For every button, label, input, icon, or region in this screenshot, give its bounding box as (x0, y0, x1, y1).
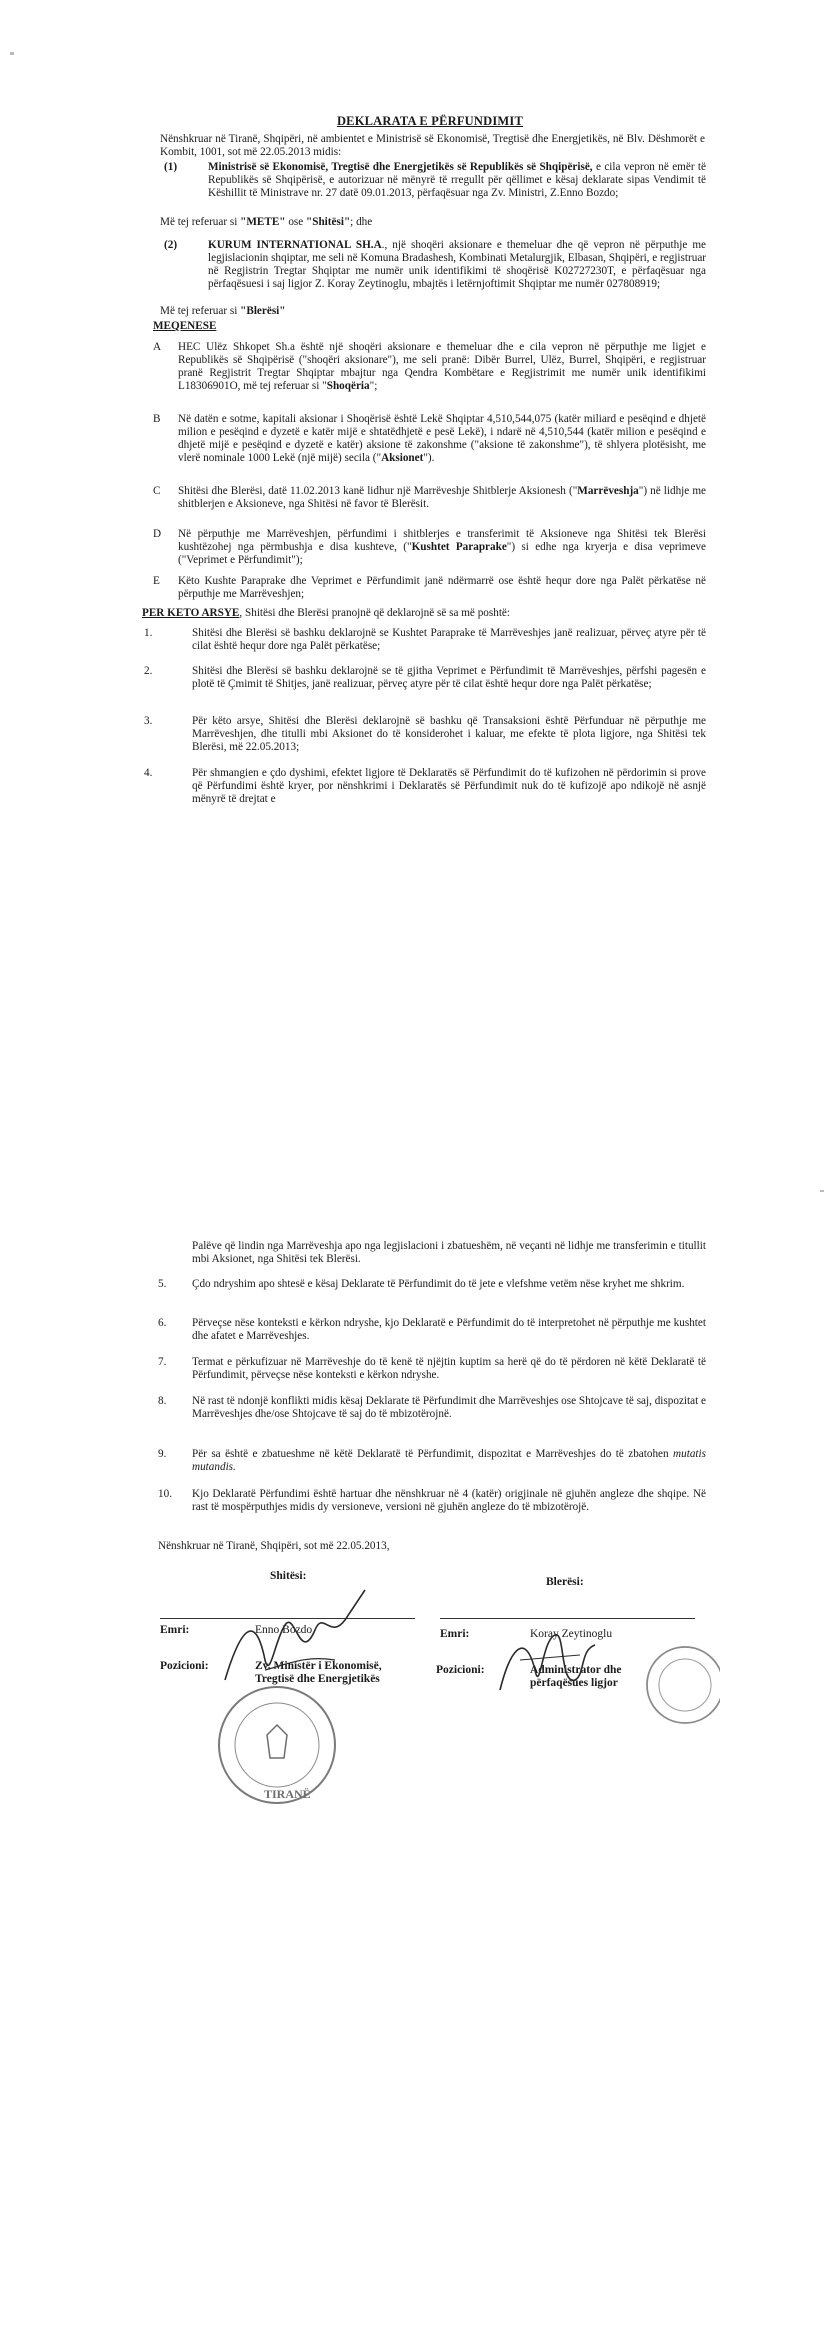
recital-letter: D (153, 528, 162, 540)
party-two-paragraph (208, 239, 706, 291)
scan-speck (10, 52, 14, 55)
clause-1: Shitësi dhe Blerësi së bashku deklarojnë se Kushtet Paraprake të Marrëveshjes janë realizuar, përveç atyre për të cilat është hequr dore nga Palët përkatëse; (192, 627, 706, 652)
scan-speck (820, 1190, 824, 1192)
clause-8: Në rast të ndonjë konflikti midis kësaj Deklarate të Përfundimit dhe Marrëveshjes ose Shtojcave të saj, dispozitat e Marrëveshjes dhe/ose Shtojcave të saj do të mbizotërojnë. (192, 1395, 706, 1420)
per-keto-tail: , Shitësi dhe Blerësi pranojnë që deklarojnë së sa më poshtë: (239, 607, 511, 619)
recital-term: Marrëveshja (577, 485, 639, 497)
per-keto-heading: PER KETO ARSYE (142, 607, 240, 619)
recital-letter: A (153, 341, 162, 353)
company-stamp (640, 1640, 720, 1730)
clause-number: 2. (144, 665, 153, 677)
recital-a (178, 341, 706, 393)
clause-4: Për shmangien e çdo dyshimi, efektet ligjore të Deklaratës së Përfundimit do të kufizohen në përdorimin si prove që Përfundimi është kryer, por nënshkrimi i Deklaratës së Përfundimit nuk do të kufizojë apo ndikojë në asnjë mënyrë të drejtat e (192, 767, 706, 805)
seller-position-label: Pozicioni: (160, 1660, 209, 1672)
recital-b (178, 413, 706, 465)
buyer-name-label: Emri: (440, 1628, 470, 1640)
recital-tail: "; (369, 380, 378, 392)
recital-e: Këto Kushte Paraprake dhe Veprimet e Përfundimit janë ndërmarrë ose është hequr dore nga Palët përkatëse në përputhje me Marrëveshjen; (178, 575, 706, 600)
clause-number: 6. (158, 1317, 167, 1329)
ministry-stamp (212, 1680, 342, 1810)
party-one-reference (160, 216, 705, 229)
seller-name: Enno Bozdo (255, 1624, 313, 1636)
page-one (142, 114, 710, 1075)
seller-heading: Shitësi: (270, 1570, 307, 1582)
recital-letter: C (153, 485, 161, 497)
ref-suffix: ; dhe (350, 216, 373, 228)
buyer-heading: Blerësi: (546, 1576, 584, 1588)
signed-place-date: Nënshkruar në Tiranë, Shqipëri, sot më 22.05.2013, (158, 1540, 390, 1552)
clause-number: 5. (158, 1278, 167, 1290)
recital-term: Kushtet Paraprake (411, 541, 507, 553)
buyer-name: Koray Zeytinoglu (530, 1628, 613, 1640)
recital-tail: ") në lidhje me shitblerjen e Aksioneve, nga Shitësi në favor të Blerësit. (178, 485, 706, 510)
party-one-number: (1) (164, 161, 178, 173)
recital-tail: "). (423, 452, 435, 464)
clause-number: 9. (158, 1448, 167, 1460)
stamp-text: TIRANË (264, 1787, 311, 1801)
clause-10: Kjo Deklaratë Përfundimi është hartuar dhe nënshkruar në 4 (katër) origjinale në gjuhën angleze dhe shqipe. Në rast të mospërputhjes midis dy versioneve, versioni në gjuhën angleze do të mbizotërojë. (192, 1488, 706, 1513)
meqenese-heading: MEQENESE (153, 320, 217, 332)
eagle-emblem-icon (267, 1725, 287, 1758)
clause-number: 1. (144, 627, 153, 639)
recital-tail: ") si edhe nga kryerja e disa veprimeve ("Veprimet e Përfundimit"); (178, 541, 706, 566)
recital-text: Në datën e sotme, kapitali aksionar i Shoqërisë është Lekë Shqiptar 4,510,544,075 (katër miliard e pesëqind e dhjetë milion e pesëqind e dyzetë e katër mijë e shtatëdhjetë e pesë Lekë), i ndarë në 4,510,544 (katër milion e pesëqind e dhjetë mijë e pesëqind e dyzetë e katër) aksione të zakonshme ("aksione të zakonshme"), të shlyera plotësisht, me vlerë nominale 1000 Lekë (një mijë) secila (" (178, 413, 706, 464)
buyer-position-label: Pozicioni: (436, 1664, 485, 1676)
seller-position: Zv. Ministër i Ekonomisë, Tregtisë dhe Energjetikës (255, 1660, 382, 1685)
recital-text: Shitësi dhe Blerësi, datë 11.02.2013 kanë lidhur një Marrëveshje Shitblerje Aksionesh (" (178, 485, 578, 497)
party-one-paragraph (208, 161, 706, 200)
clause-9 (192, 1448, 706, 1474)
ref-prefix: Më tej referuar si (160, 216, 241, 228)
recital-text: HEC Ulëz Shkopet Sh.a është një shoqëri aksionare e themeluar dhe e cila vepron në përputhje me ligjet e Republikës së Shqipërisë ("shoqëri aksionare"), me seli pranë: Dibër Burrel, Ulëz, Burrel, Shqipëri, e regjistruar pranë Regjistrit Tregtar Shqiptar mbajtur nga Qendra Kombëtare e Regjistrimit me numër unik identifikimi L18306901O, më tej referuar si " (178, 341, 706, 392)
buyer-position: Administrator dhe përfaqësues ligjor (530, 1664, 622, 1689)
buyer-handwritten-signature (480, 1610, 620, 1710)
clause-number: 3. (144, 715, 153, 727)
document-title: DEKLARATA E PËRFUNDIMIT (336, 114, 524, 128)
clause-7: Termat e përkufizuar në Marrëveshje do të kenë të njëjtin kuptim sa herë që do të përdoren në këtë Deklaratë të Përfundimit, përveçse nëse konteksti e kërkon ndryshe. (192, 1356, 706, 1381)
ref-shitesi: "Shitësi" (306, 216, 351, 228)
clause-9-text: Për sa është e zbatueshme në këtë Deklaratë të Përfundimit, dispozitat e Marrëveshjes do të zbatohen (192, 1448, 674, 1460)
clause-5: Çdo ndryshim apo shtesë e kësaj Deklarate të Përfundimit do të jete e vlefshme vetëm nëse kryhet me shkrim. (192, 1278, 685, 1290)
clause-number: 8. (158, 1395, 167, 1407)
recital-letter: B (153, 413, 161, 425)
ref-mete: "METE" (240, 216, 286, 228)
party-two-name: KURUM INTERNATIONAL SH.A (208, 239, 382, 251)
clause-9-latin: mutatis mutandis. (192, 1448, 706, 1473)
clause-2: Shitësi dhe Blerësi së bashku deklarojnë se të gjitha Veprimet e Përfundimit të Marrëveshjes, përfshi pagesën e plotë të Çmimit të Shitjes, janë realizuar, përveç atyre për të cilat është hequr dore nga Palët përkatëse; (192, 665, 706, 690)
ref-bleresi: "Blerësi" (240, 305, 286, 317)
recital-d (178, 528, 706, 567)
party-two-reference (160, 305, 705, 318)
party-two-text: ., një shoqëri aksionare e themeluar dhe që vepron në përputhje me legjislacionin shqiptar, me seli në Komuna Bradashesh, Kombinati Metalurgjik, Elbasan, Shqipëri, e regjistruar në Regjistrin Tregtar Shqiptar me numër unik identifikimi të shoqërisë K02727230T, e përfaqësuar nga përfaqësuesi i saj ligjor Z. Koray Zeytinoglu, mbajtës i letërnjoftimit Shqiptar me numër 027808919; (208, 239, 707, 290)
seller-name-label: Emri: (160, 1624, 190, 1636)
party-one-text: e cila vepron në emër të Republikës së Shqipërisë, e autorizuar në mënyrë të rregullt për qëllimet e kësaj deklarate sipas Vendimit të Këshillit të Ministrave nr. 27 datë 09.01.2013, përfaqësuar nga Zv. Ministri, Z.Enno Bozdo; (208, 161, 707, 199)
recital-term: Aksionet (381, 452, 424, 464)
clause-number: 10. (158, 1488, 172, 1500)
ref-prefix: Më tej referuar si (160, 305, 241, 317)
recital-letter: E (153, 575, 160, 587)
clause-number: 4. (144, 767, 153, 779)
party-one-name: Ministrisë së Ekonomisë, Tregtisë dhe Energjetikës së Republikës së Shqipërisë, (208, 161, 593, 173)
clause-6: Përveçse nëse konteksti e kërkon ndryshe, kjo Deklaratë e Përfundimit do të interpretohet në përputhje me kushtet dhe afatet e Marrëveshjes. (192, 1317, 706, 1342)
per-keto-arsye-line (142, 607, 706, 620)
clause-4-continued: Palëve që lindin nga Marrëveshja apo nga legjislacioni i zbatueshëm, në veçanti në lidhje me transferimin e titullit mbi Aksionet, nga Shitësi tek Blerësi. (192, 1240, 706, 1265)
intro-paragraph: Nënshkruar në Tiranë, Shqipëri, në ambientet e Ministrisë së Ekonomisë, Tregtisë dhe Energjetikës, në Blv. Dëshmorët e Kombit, 1001, sot më 22.05.2013 midis: (160, 133, 705, 158)
clause-3: Për këto arsye, Shitësi dhe Blerësi deklarojnë së bashku që Transaksioni është Përfunduar në përputhje me Marrëveshjen, dhe titulli mbi Aksionet do të konsiderohet i kaluar, me efekte të plota ligjore, nga Shitësi tek Blerësi, më 22.05.2013; (192, 715, 706, 753)
ref-or: ose (285, 216, 307, 228)
clause-number: 7. (158, 1356, 167, 1368)
recital-term: Shoqëria (326, 380, 370, 392)
page-two (150, 1240, 710, 1860)
recital-text: Në përputhje me Marrëveshjen, përfundimi i shitblerjes e transferimit të Aksioneve nga Shitësi tek Blerësi kushtëzohej nga përmbushja e disa kushteve, (" (178, 528, 706, 553)
party-two-number: (2) (164, 239, 178, 251)
recital-c (178, 485, 706, 511)
